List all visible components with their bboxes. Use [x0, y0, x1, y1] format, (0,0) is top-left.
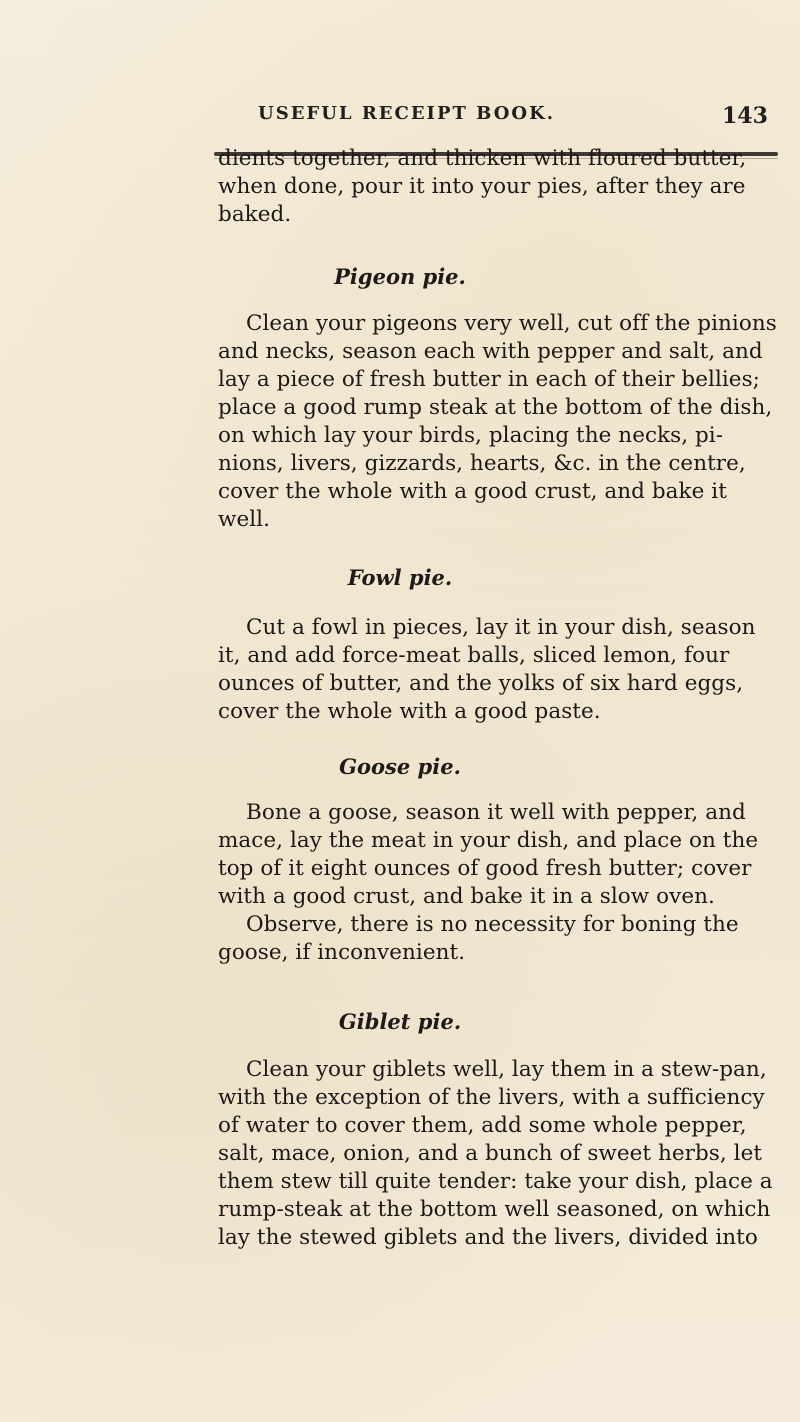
- giblet-line-3: of water to cover them, add some whole pepper,: [218, 1113, 747, 1138]
- goose-line-3: top of it eight ounces of good fresh butter; cover: [218, 856, 752, 881]
- heading-goose-pie: Goose pie.: [339, 754, 461, 779]
- intro-line-2: when done, pour it into your pies, after they are: [218, 174, 746, 199]
- pigeon-line-1: Clean your pigeons very well, cut off the pinions: [246, 311, 777, 336]
- fowl-line-2: it, and add force-meat balls, sliced lemon, four: [218, 643, 730, 668]
- goose-line-6: goose, if inconvenient.: [218, 940, 466, 965]
- giblet-line-6: rump-steak at the bottom well seasoned, on which: [218, 1197, 771, 1222]
- pigeon-line-6: nions, livers, gizzards, hearts, &c. in the centre,: [218, 451, 746, 476]
- goose-line-5: Observe, there is no necessity for boning the: [246, 912, 739, 937]
- pigeon-line-4: place a good rump steak at the bottom of the dish,: [218, 395, 773, 420]
- page-number: 143: [722, 103, 768, 129]
- heading-fowl-pie: Fowl pie.: [347, 565, 453, 590]
- fowl-line-3: ounces of butter, and the yolks of six hard eggs,: [218, 671, 744, 696]
- pigeon-line-3: lay a piece of fresh butter in each of their bellies;: [218, 367, 760, 392]
- fowl-line-4: cover the whole with a good paste.: [218, 699, 601, 724]
- intro-line-1: dients together, and thicken with floured butter,: [218, 146, 747, 171]
- giblet-line-2: with the exception of the livers, with a sufficiency: [218, 1085, 765, 1110]
- goose-line-1: Bone a goose, season it well with pepper, and: [246, 800, 746, 825]
- intro-line-3: baked.: [218, 202, 292, 227]
- fowl-line-1: Cut a fowl in pieces, lay it in your dish, season: [246, 615, 756, 640]
- goose-line-4: with a good crust, and bake it in a slow oven.: [218, 884, 715, 909]
- goose-line-2: mace, lay the meat in your dish, and place on the: [218, 828, 759, 853]
- pigeon-line-8: well.: [218, 507, 270, 532]
- heading-giblet-pie: Giblet pie.: [338, 1009, 462, 1034]
- pigeon-line-5: on which lay your birds, placing the necks, pi-: [218, 423, 724, 448]
- giblet-line-4: salt, mace, onion, and a bunch of sweet herbs, let: [218, 1141, 763, 1166]
- giblet-line-7: lay the stewed giblets and the livers, divided into: [218, 1225, 758, 1250]
- pigeon-line-7: cover the whole with a good crust, and bake it: [218, 479, 727, 504]
- pigeon-line-2: and necks, season each with pepper and salt, and: [218, 339, 763, 364]
- giblet-line-1: Clean your giblets well, lay them in a stew-pan,: [246, 1057, 767, 1082]
- heading-pigeon-pie: Pigeon pie.: [334, 264, 466, 289]
- running-title: USEFUL RECEIPT BOOK.: [258, 103, 555, 124]
- giblet-line-5: them stew till quite tender: take your dish, place a: [218, 1169, 773, 1194]
